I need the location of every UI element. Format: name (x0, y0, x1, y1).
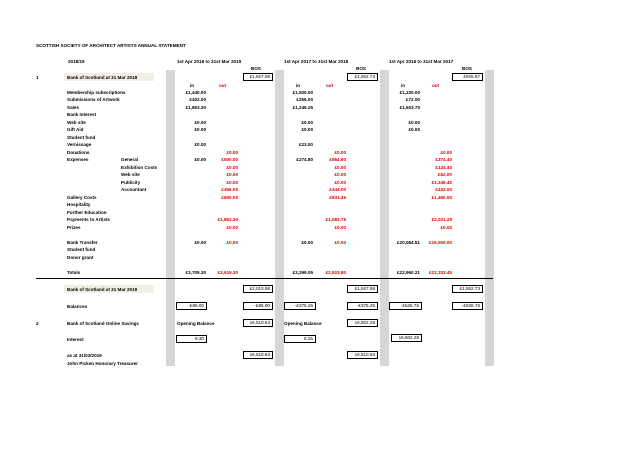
interest-1: 8.30 (176, 335, 207, 343)
gallery-costs-out-2: £831.45 (329, 195, 346, 200)
section-2-number: 2 (36, 321, 39, 326)
accountant-out-1: £456.00 (221, 187, 238, 192)
payments-artists-out-2: £1,083.75 (325, 217, 346, 222)
balance-diff-2b: -£375.25 (347, 302, 378, 310)
row-label-gallery-costs: Gallery Costs (67, 195, 97, 200)
publicity-out-1: £0.00 (226, 180, 238, 185)
gift-aid-in-3: £0.00 (408, 127, 420, 132)
closing-balance-2: £1,927.98 (347, 285, 378, 293)
bank-transfer-in-1: £0.00 (194, 240, 206, 245)
donations-out-1: £0.00 (226, 150, 238, 155)
vernissage-in-1: £0.00 (194, 142, 206, 147)
year-label: 2018/19 (68, 59, 85, 64)
interest-2: 8.25 (284, 335, 316, 343)
section-1-label: Bank of Scotland at 31 Mar 2018 (67, 75, 138, 80)
row-label-gift-aid: Gift Aid (67, 127, 84, 132)
submissions-in-1: £402.00 (189, 97, 206, 102)
column-band (275, 70, 284, 366)
row-label-donations: Donations (67, 150, 90, 155)
row-label-prizes: Prizes (67, 225, 81, 230)
period-header-3: 1st Apr 2016 to 31st Mar 2017 (389, 59, 454, 64)
payments-artists-out-3: £2,021.25 (431, 217, 452, 222)
row-label-vernissage: Vernissage (67, 142, 92, 147)
exh-costs-out-2: £0.00 (334, 165, 346, 170)
row-label-website: Web site (67, 120, 86, 125)
col-out-3: out (432, 83, 440, 88)
row-label-student-fund-2: Student fund (67, 247, 96, 252)
exp-website-out-1: £0.00 (226, 172, 238, 177)
period-header-2: 1st Apr 2017 to 31st Mar 2018 (284, 59, 349, 64)
balance-diff-1a: -£86.00 (176, 302, 207, 310)
column-band (380, 70, 389, 366)
exp-website-out-3: £62.00 (437, 172, 452, 177)
col-in-1: in (190, 83, 195, 88)
row-sublabel-website: Web site (121, 172, 140, 177)
balance-diff-1b: -£86.00 (243, 302, 273, 310)
membership-in-2: £1,500.00 (292, 90, 313, 95)
opening-balance-label-2: Opening Balance (284, 321, 322, 326)
section-1-number: 1 (36, 75, 39, 80)
totals-in-2: £3,299.05 (292, 270, 313, 275)
opening-balance-2: 16,502.28 (347, 319, 378, 327)
opening-balance-label-1: Opening Balance (177, 321, 215, 326)
row-label-bank-interest: Bank Interest (67, 112, 97, 117)
submissions-in-2: £256.00 (296, 97, 313, 102)
row-label-further-education: Further Education (67, 210, 107, 215)
accountant-out-3: £432.00 (435, 187, 452, 192)
donations-out-2: £0.00 (334, 150, 346, 155)
row-label-hospitality: Hospitality (67, 202, 91, 207)
col-in-3: in (401, 83, 406, 88)
exh-costs-out-3: £134.40 (435, 165, 452, 170)
bos-label-2: BOS (356, 66, 366, 71)
row-label-donor-grant: Donor grant (67, 255, 94, 260)
prizes-out-1: £0.00 (226, 225, 238, 230)
balances-label: Balances (67, 304, 88, 309)
sales-in-2: £1,245.25 (292, 105, 313, 110)
as-at-1: 16,518.83 (243, 351, 273, 359)
publicity-out-3: £1,349.40 (431, 180, 452, 185)
payments-artists-out-1: £1,863.30 (217, 217, 238, 222)
interest-label: Interest (67, 337, 84, 342)
column-band (485, 70, 494, 366)
website-in-2: £0.00 (301, 120, 313, 125)
row-sublabel-publicity: Publicity (121, 180, 141, 185)
column-band (166, 70, 175, 366)
row-label-payments-artists: Payments to Artists (67, 217, 110, 222)
vernissage-in-2: £23.00 (298, 142, 313, 147)
bank-transfer-out-2: £0.00 (334, 240, 346, 245)
exh-costs-out-1: £0.00 (226, 165, 238, 170)
as-at-label: as at 31/03/2019 (67, 353, 102, 358)
totals-out-2: £2,923.80 (325, 270, 346, 275)
balance-diff-2a: -£375.25 (284, 302, 316, 310)
gift-aid-in-2: £0.00 (301, 127, 313, 132)
bos-label-1: BOS (251, 66, 261, 71)
website-in-3: £0.00 (408, 120, 420, 125)
bos-value-2: £1,552.73 (347, 73, 378, 81)
prizes-out-3: £0.00 (440, 225, 452, 230)
closing-balance-label: Bank of Scotland at 31 Mar 2019 (67, 287, 138, 292)
totals-in-3: £22,960.21 (397, 270, 420, 275)
row-label-totals: Totals (67, 270, 81, 275)
row-label-expenses: Expenses (67, 157, 89, 162)
balance-diff-3a: -£626.76 (389, 302, 422, 310)
exp-website-out-2: £0.00 (334, 172, 346, 177)
submissions-in-3: £72.00 (405, 97, 420, 102)
row-label-bank-transfer: Bank Transfer (67, 240, 98, 245)
bank-transfer-in-2: £0.00 (301, 240, 313, 245)
website-in-1: £0.00 (194, 120, 206, 125)
row-label-sales: Sales (67, 105, 80, 110)
expenses-out-3: £374.40 (435, 157, 452, 162)
period-header-1: 1st Apr 2018 to 31st Mar 2019 (177, 59, 242, 64)
publicity-out-2: £0.00 (334, 180, 346, 185)
col-in-2: in (296, 83, 301, 88)
expenses-out-2: £564.60 (329, 157, 346, 162)
opening-balance-3: 16,502.28 (391, 334, 422, 342)
row-sublabel-exhibition-costs: Exhibition Costs (121, 165, 158, 170)
membership-in-3: £1,220.00 (399, 90, 420, 95)
accountant-out-2: £444.00 (329, 187, 346, 192)
section-2-label: Bank of Scotland Online Savings (67, 321, 139, 326)
bank-transfer-in-3: £20,064.51 (397, 240, 420, 245)
sales-in-3: £1,603.70 (399, 105, 420, 110)
gift-aid-in-1: £0.00 (194, 127, 206, 132)
bos-value-3: £925.97 (452, 73, 483, 81)
totals-out-3: £22,333.45 (429, 270, 452, 275)
row-label-submissions: Submissions of Artwork (67, 97, 120, 102)
donations-out-3: £0.00 (440, 150, 452, 155)
as-at-2: 16,510.53 (347, 351, 378, 359)
gallery-costs-out-1: £800.00 (221, 195, 238, 200)
sales-in-1: £1,863.30 (185, 105, 206, 110)
page-title: SCOTTISH SOCIETY OF ARCHITECT ARTISTS ANNUAL STATEMENT (36, 43, 186, 48)
bos-value-1: £1,927.98 (243, 73, 273, 81)
bank-transfer-out-1: £0.00 (226, 240, 238, 245)
totals-separator-line (36, 278, 493, 279)
expenses-in-1: £0.00 (194, 157, 206, 162)
prizes-out-2: £0.00 (334, 225, 346, 230)
row-sublabel-general: General (121, 157, 139, 162)
bos-label-3: BOS (462, 66, 472, 71)
membership-in-1: £1,440.00 (185, 90, 206, 95)
totals-in-1: £3,705.30 (185, 270, 206, 275)
col-out-1: out (219, 83, 227, 88)
treasurer-signature: John Picken Honorary Treasurer (67, 361, 138, 366)
bank-transfer-out-3: £16,500.00 (429, 240, 452, 245)
opening-balance-1: 16,510.53 (243, 319, 273, 327)
gallery-costs-out-3: £1,460.00 (431, 195, 452, 200)
row-label-membership: Membership subscriptions (67, 90, 126, 95)
closing-balance-3: £1,552.73 (452, 285, 483, 293)
totals-out-1: £3,619.30 (217, 270, 238, 275)
balance-diff-3b: -£626.76 (452, 302, 483, 310)
closing-balance-1: £2,013.98 (243, 285, 273, 293)
row-label-student-fund: Student fund (67, 135, 96, 140)
row-sublabel-accountant: Accountant (121, 187, 147, 192)
col-out-2: out (326, 83, 334, 88)
expenses-out-1: £500.00 (221, 157, 238, 162)
expenses-in-2: £274.80 (296, 157, 313, 162)
